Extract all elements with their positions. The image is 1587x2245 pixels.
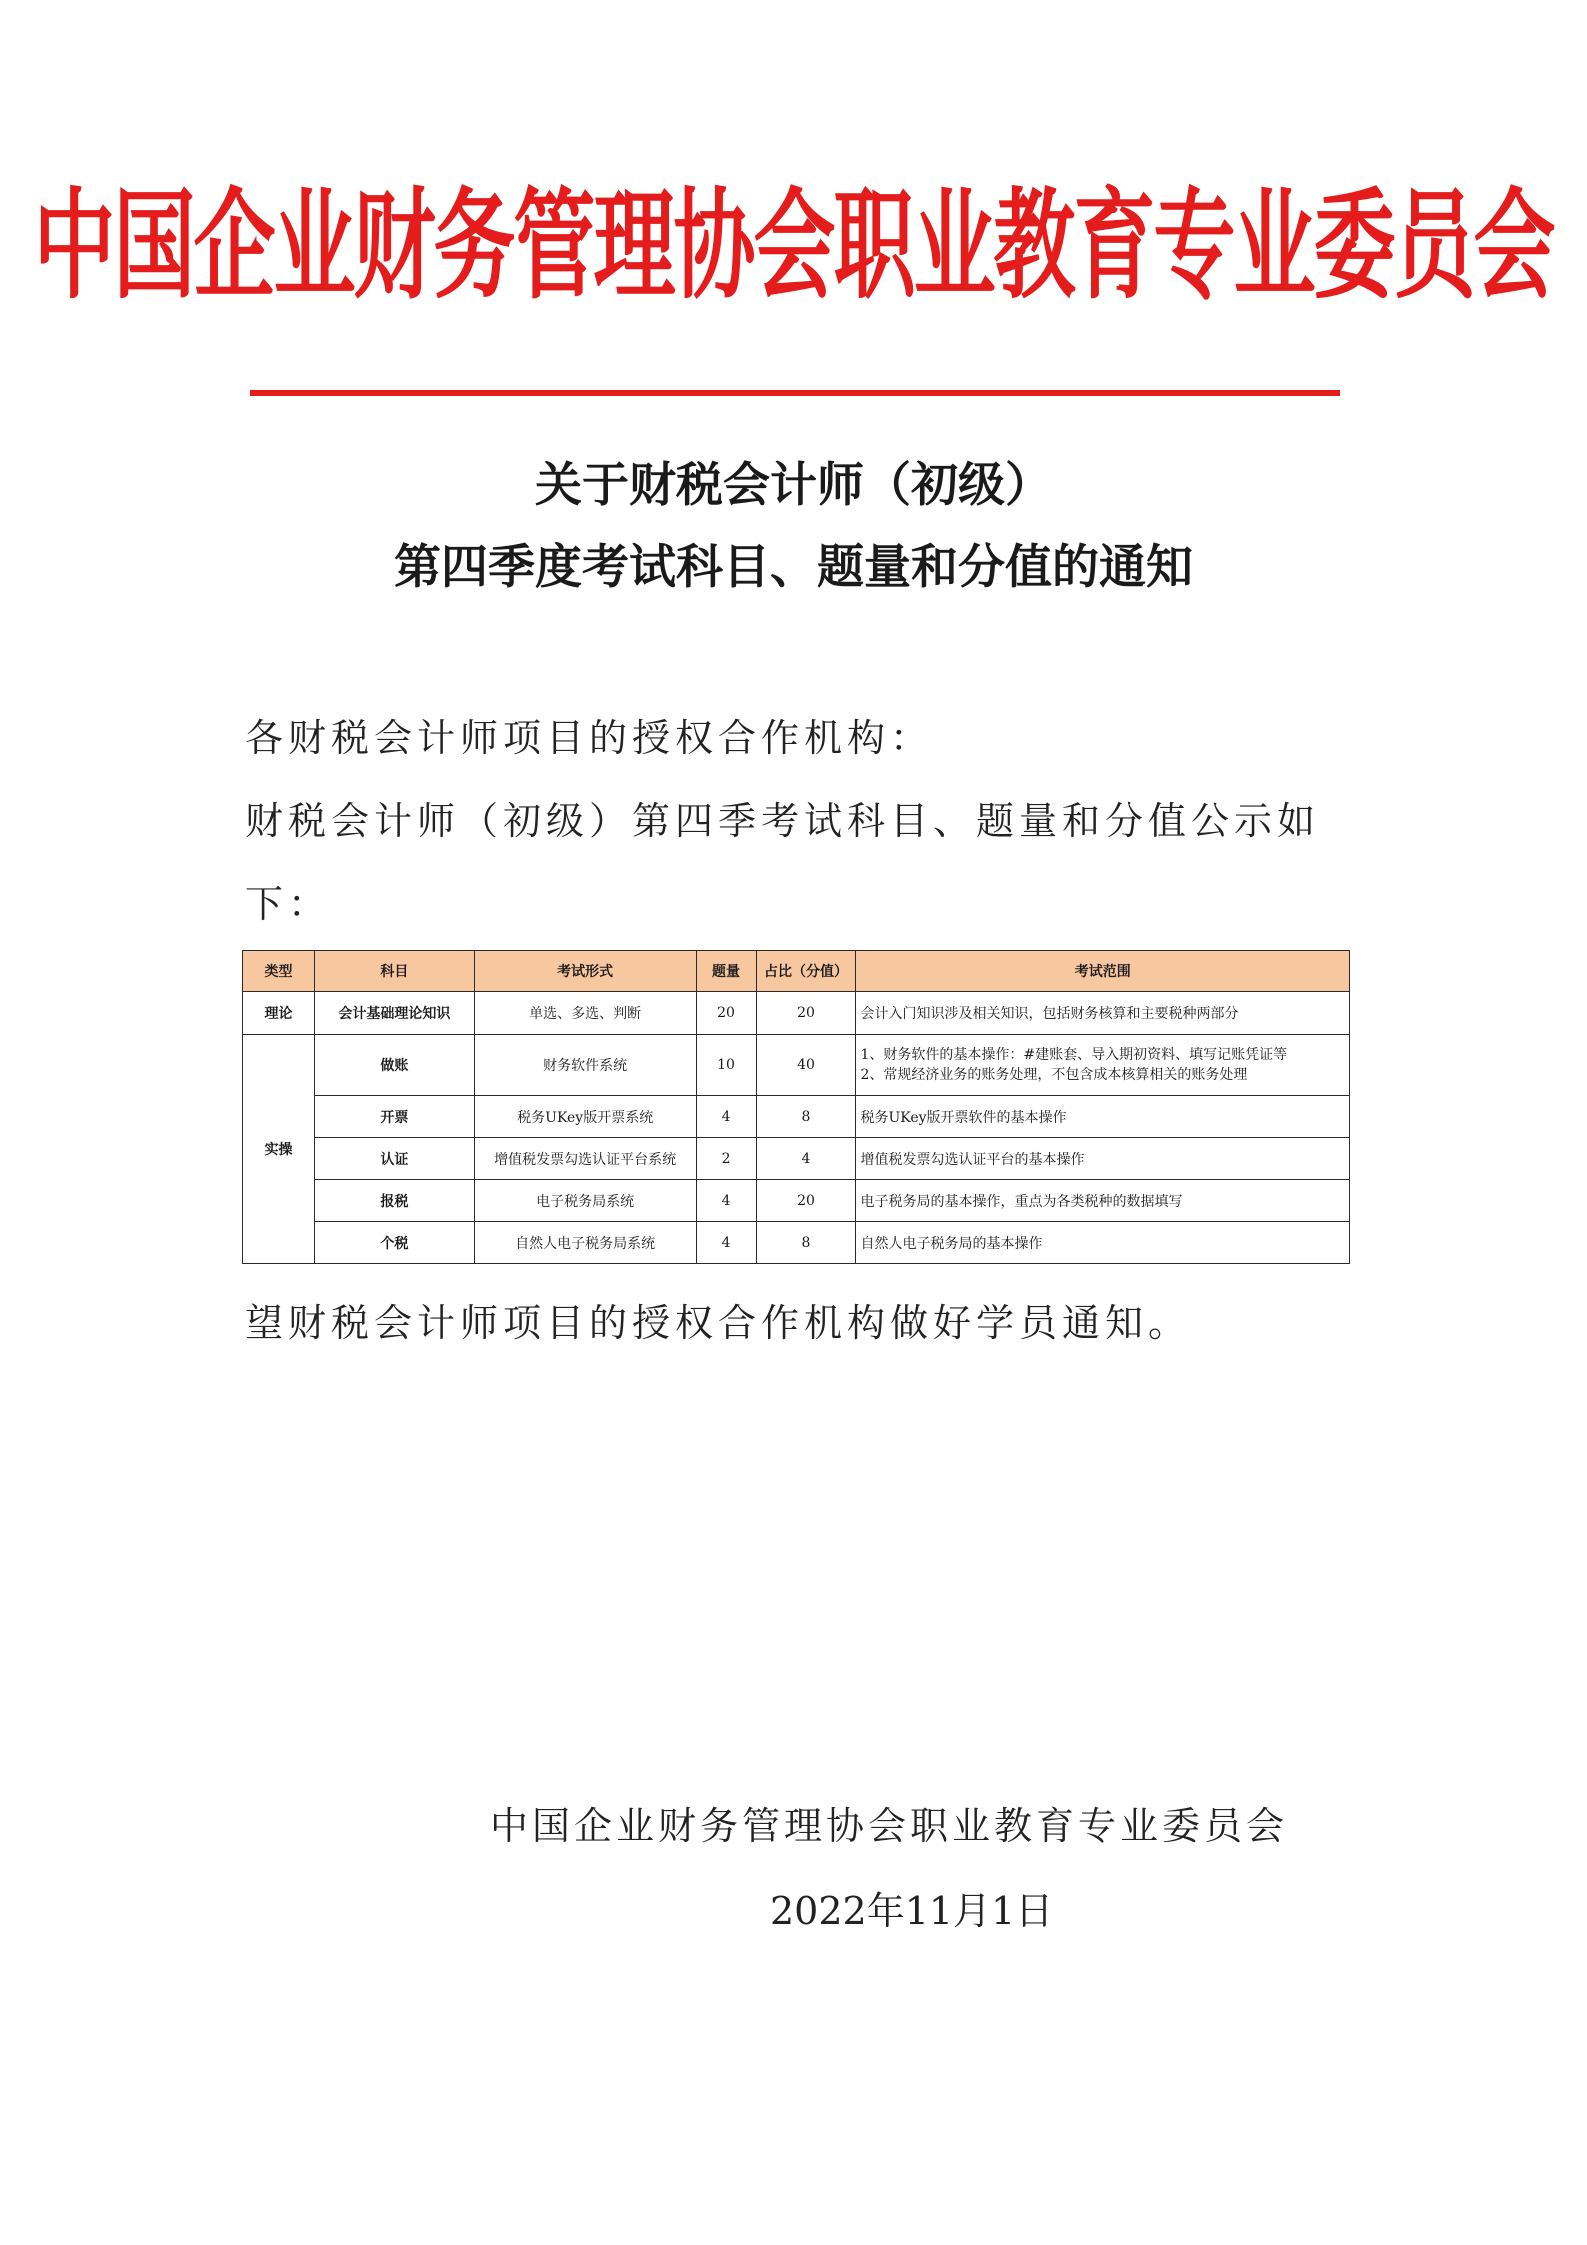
cell-subject: 开票 — [314, 1096, 474, 1138]
notice-title-line1: 关于财税会计师（初级） — [535, 458, 1052, 513]
cell-subject: 报税 — [314, 1180, 474, 1222]
cell-scope: 税务UKey版开票软件的基本操作 — [856, 1096, 1350, 1138]
cell-score: 40 — [756, 1035, 856, 1096]
cell-count: 4 — [696, 1222, 756, 1264]
intro-line2: 下： — [245, 882, 332, 926]
cell-scope: 自然人电子税务局的基本操作 — [856, 1222, 1350, 1264]
cell-subject: 做账 — [314, 1035, 474, 1096]
cell-count: 4 — [696, 1180, 756, 1222]
closing-paragraph: 望财税会计师项目的授权合作机构做好学员通知。 — [245, 1301, 1192, 1345]
cell-score: 4 — [756, 1138, 856, 1180]
notice-title-line2: 第四季度考试科目、题量和分值的通知 — [394, 540, 1193, 595]
salutation: 各财税会计师项目的授权合作机构： — [245, 716, 934, 760]
scope-line1: 1、财务软件的基本操作：#建账套、导入期初资料、填写记账凭证等 — [860, 1047, 1288, 1063]
cell-count: 20 — [696, 992, 756, 1035]
cell-score: 8 — [756, 1222, 856, 1264]
signature-org: 中国企业财务管理协会职业教育专业委员会 — [490, 1804, 1289, 1848]
table-row — [243, 1138, 1350, 1180]
cell-scope — [856, 1035, 1350, 1096]
cell-subject: 个税 — [314, 1222, 474, 1264]
cell-score: 8 — [756, 1096, 856, 1138]
header-scope: 考试范围 — [856, 951, 1350, 992]
cell-score: 20 — [756, 1180, 856, 1222]
cell-scope: 电子税务局的基本操作，重点为各类税种的数据填写 — [856, 1180, 1350, 1222]
header-format: 考试形式 — [474, 951, 696, 992]
cell-format: 增值税发票勾选认证平台系统 — [474, 1138, 696, 1180]
cell-subject: 认证 — [314, 1138, 474, 1180]
header-type: 类型 — [243, 951, 315, 992]
table-row — [243, 1180, 1350, 1222]
scope-line2: 2、常规经济业务的账务处理，不包含成本核算相关的账务处理 — [860, 1067, 1248, 1083]
cell-count: 10 — [696, 1035, 756, 1096]
cell-score: 20 — [756, 992, 856, 1035]
table-row — [243, 1222, 1350, 1264]
table-row — [243, 1035, 1350, 1096]
cell-format: 单选、多选、判断 — [474, 992, 696, 1035]
cell-count: 4 — [696, 1096, 756, 1138]
cell-scope: 增值税发票勾选认证平台的基本操作 — [856, 1138, 1350, 1180]
cell-type: 实操 — [243, 1035, 315, 1264]
signature-date: 2022年11月1日 — [770, 1889, 1054, 1933]
org-masthead: 中国企业财务管理协会职业教育专业委员会 — [33, 177, 1554, 316]
cell-format: 自然人电子税务局系统 — [474, 1222, 696, 1264]
cell-format: 财务软件系统 — [474, 1035, 696, 1096]
exam-table — [242, 950, 1350, 1264]
red-divider-line — [250, 390, 1340, 396]
intro-line1: 财税会计师（初级）第四季考试科目、题量和分值公示如 — [245, 799, 1321, 843]
table-row — [243, 992, 1350, 1035]
header-count: 题量 — [696, 951, 756, 992]
cell-scope: 会计入门知识涉及相关知识，包括财务核算和主要税种两部分 — [856, 992, 1350, 1035]
header-subject: 科目 — [314, 951, 474, 992]
header-score: 占比（分值） — [756, 951, 856, 992]
cell-count: 2 — [696, 1138, 756, 1180]
cell-subject: 会计基础理论知识 — [314, 992, 474, 1035]
table-row — [243, 1096, 1350, 1138]
cell-format: 税务UKey版开票系统 — [474, 1096, 696, 1138]
cell-type: 理论 — [243, 992, 315, 1035]
table-header-row — [243, 951, 1350, 992]
cell-format: 电子税务局系统 — [474, 1180, 696, 1222]
